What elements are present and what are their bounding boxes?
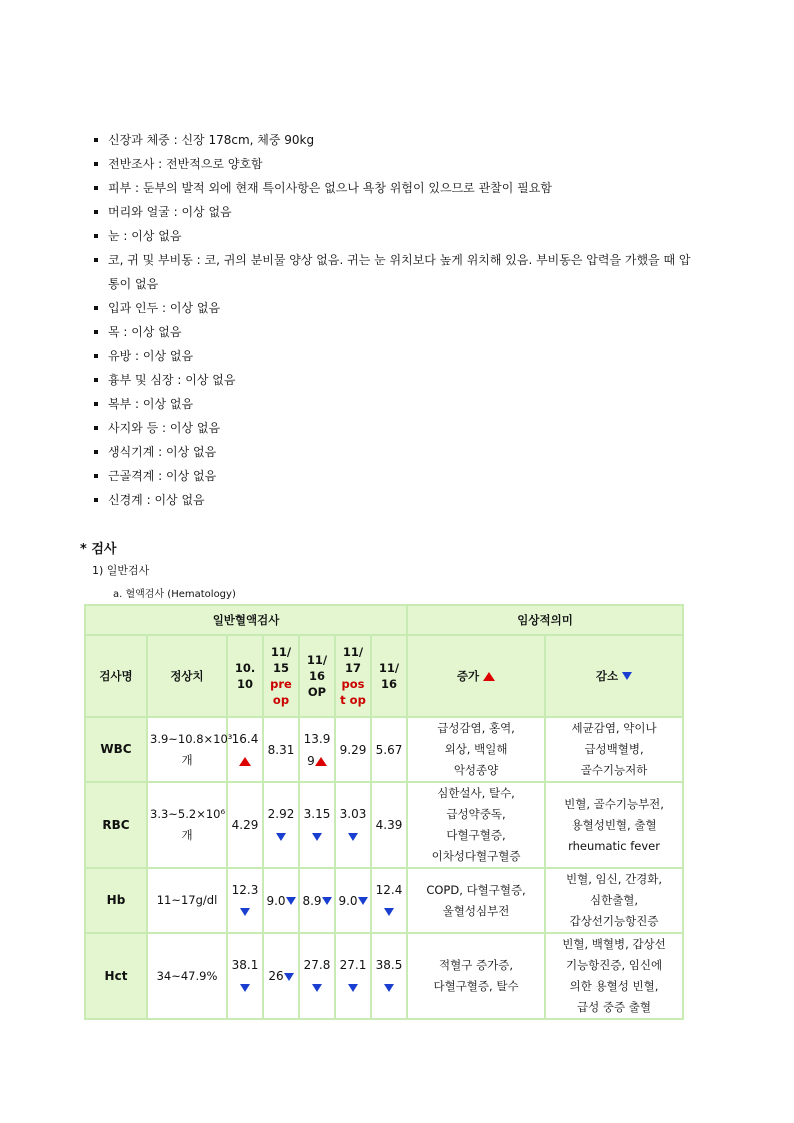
increase-meaning	[407, 868, 545, 933]
decrease-meaning	[545, 782, 683, 868]
meaning-line: 다혈구혈증, 탈수	[433, 979, 519, 993]
normal-range: 3.9~10.8×10³개	[147, 717, 227, 782]
meaning-line: 급성백혈병,	[584, 742, 644, 756]
lab-value: 8.9	[302, 893, 322, 908]
meaning-line: COPD, 다혈구혈증,	[426, 882, 526, 897]
meaning-line: 기능항진증, 임신에	[565, 958, 663, 972]
lab-value: 27.8	[303, 958, 331, 972]
lab-value-cell	[263, 782, 299, 868]
date-note: pre op	[270, 677, 292, 707]
lab-value-cell	[371, 933, 407, 1019]
lab-value-cell	[227, 717, 263, 782]
decrease-flag-icon	[276, 833, 286, 841]
date-note: pos t op	[340, 677, 366, 707]
meaning-line: 골수기능저하	[580, 763, 648, 777]
table-row	[85, 717, 683, 782]
table-row	[85, 933, 683, 1019]
lab-value-cell	[371, 868, 407, 933]
increase-flag-icon	[239, 757, 251, 766]
finding-item: 머리와 얼굴 : 이상 없음	[92, 200, 692, 224]
date-line: 11/	[342, 645, 364, 659]
lab-value: 12.4	[375, 882, 403, 897]
section-title: * 검사	[80, 542, 117, 557]
col-header-date	[227, 635, 263, 717]
test-name: RBC	[85, 782, 147, 868]
lab-value-cell	[335, 717, 371, 782]
meaning-line: 빈혈, 백혈병, 갑상선	[562, 937, 666, 951]
finding-item: 코, 귀 및 부비동 : 코, 귀의 분비물 양상 없음. 귀는 눈 위치보다 높게 위치해 있음. 부비동은 압력을 가했을 때 압통이 없음	[92, 248, 692, 296]
decrease-flag-icon	[322, 897, 332, 905]
finding-item: 피부 : 둔부의 발적 외에 현재 특이사항은 없으나 욕창 위험이 있으므로 관찰이 필요함	[92, 176, 692, 200]
subsection-title: 1) 일반검사	[92, 564, 150, 577]
down-triangle-icon	[622, 672, 632, 680]
date-line: 11/	[270, 645, 292, 659]
meaning-line: 급성약중독,	[446, 807, 506, 821]
meaning-line: rheumatic fever	[568, 838, 660, 853]
meaning-line: 빈혈, 임신, 간경화,	[566, 872, 663, 886]
lab-value: 9.0	[266, 893, 286, 908]
lab-value: 2.92	[267, 807, 295, 821]
lab-value-cell	[263, 717, 299, 782]
decrease-flag-icon	[348, 984, 358, 992]
col-header-date	[263, 635, 299, 717]
decrease-flag-icon	[384, 984, 394, 992]
date-note: OP	[307, 685, 327, 699]
col-header-date	[299, 635, 335, 717]
lab-value: 13.99	[303, 731, 331, 768]
meaning-line: 갑상선기능항진증	[569, 914, 659, 928]
date-line: 17	[344, 661, 361, 675]
meaning-line: 이차성다혈구혈증	[431, 849, 521, 863]
meaning-line: 적혈구 증가증,	[439, 958, 514, 972]
lab-value-cell	[227, 933, 263, 1019]
finding-item: 흉부 및 심장 : 이상 없음	[92, 368, 692, 392]
increase-meaning	[407, 782, 545, 868]
meaning-line: 의한 용혈성 빈혈,	[569, 979, 659, 993]
meaning-line: 울혈성심부전	[442, 903, 510, 918]
meaning-line: 급성 중증 출혈	[577, 1000, 652, 1014]
decrease-flag-icon	[240, 984, 250, 992]
col-header-decrease	[545, 635, 683, 717]
normal-range: 11~17g/dl	[147, 868, 227, 933]
col-header-name: 검사명	[85, 635, 147, 717]
meaning-line: 세균감염, 약이나	[571, 721, 657, 735]
test-name: Hct	[85, 933, 147, 1019]
meaning-line: 악성종양	[453, 763, 499, 777]
meaning-line: 심한설사, 탈수,	[437, 786, 515, 800]
lab-value-cell	[299, 868, 335, 933]
lab-value: 9.0	[338, 893, 358, 908]
lab-value-cell	[335, 868, 371, 933]
decrease-flag-icon	[348, 833, 358, 841]
lab-value: 3.03	[339, 807, 367, 821]
lab-value: 38.1	[231, 958, 259, 972]
finding-item: 근골격계 : 이상 없음	[92, 464, 692, 488]
up-triangle-icon	[483, 672, 495, 681]
finding-item: 유방 : 이상 없음	[92, 344, 692, 368]
lab-value-cell	[335, 782, 371, 868]
lab-value-cell	[299, 717, 335, 782]
col-header-date	[335, 635, 371, 717]
finding-item: 사지와 등 : 이상 없음	[92, 416, 692, 440]
lab-value: 12.3	[231, 882, 259, 897]
date-line: 16	[381, 677, 398, 691]
lab-value-cell	[299, 933, 335, 1019]
lab-value: 38.5	[375, 958, 403, 972]
test-name: Hb	[85, 868, 147, 933]
increase-label: 증가	[456, 668, 480, 683]
physical-exam-list	[92, 128, 692, 512]
date-line: 16	[308, 669, 325, 683]
group-header-meaning: 임상적의미	[407, 605, 683, 635]
date-line: 10.	[234, 661, 256, 675]
finding-item: 신경계 : 이상 없음	[92, 488, 692, 512]
lab-value: 4.39	[375, 818, 403, 832]
finding-item: 목 : 이상 없음	[92, 320, 692, 344]
decrease-label: 감소	[595, 668, 619, 683]
date-line: 11/	[306, 653, 328, 667]
lab-value-cell	[371, 782, 407, 868]
decrease-flag-icon	[312, 984, 322, 992]
increase-flag-icon	[315, 757, 327, 766]
lab-value-cell	[335, 933, 371, 1019]
decrease-meaning	[545, 868, 683, 933]
decrease-flag-icon	[312, 833, 322, 841]
hematology-table	[84, 604, 684, 1020]
sub-subsection-title: a. 혈액검사 (Hematology)	[113, 589, 236, 600]
increase-meaning	[407, 717, 545, 782]
lab-value: 16.4	[231, 731, 259, 746]
lab-value: 9.29	[339, 742, 367, 757]
decrease-flag-icon	[240, 908, 250, 916]
finding-item: 신장과 체중 : 신장 178cm, 체중 90kg	[92, 128, 692, 152]
lab-value: 4.29	[231, 818, 259, 832]
lab-value: 8.31	[267, 742, 295, 757]
date-line: 10	[236, 677, 253, 691]
increase-meaning	[407, 933, 545, 1019]
lab-value: 3.15	[303, 807, 331, 821]
finding-item: 전반조사 : 전반적으로 양호함	[92, 152, 692, 176]
decrease-meaning	[545, 717, 683, 782]
decrease-flag-icon	[284, 973, 294, 981]
col-header-increase	[407, 635, 545, 717]
lab-value-cell	[371, 717, 407, 782]
meaning-line: 외상, 백일해	[444, 742, 508, 756]
col-header-normal: 정상치	[147, 635, 227, 717]
lab-value-cell	[227, 868, 263, 933]
test-name: WBC	[85, 717, 147, 782]
lab-value: 5.67	[375, 742, 403, 757]
decrease-flag-icon	[384, 908, 394, 916]
decrease-flag-icon	[358, 897, 368, 905]
normal-range: 3.3~5.2×10⁶개	[147, 782, 227, 868]
meaning-line: 급성감염, 홍역,	[437, 721, 515, 735]
table-row	[85, 868, 683, 933]
decrease-meaning	[545, 933, 683, 1019]
lab-value-cell	[263, 933, 299, 1019]
lab-value: 26	[268, 969, 284, 983]
meaning-line: 빈혈, 골수기능부전,	[564, 796, 664, 811]
lab-value: 27.1	[339, 958, 367, 972]
meaning-line: 심한출혈,	[589, 893, 639, 907]
date-line: 11/	[378, 661, 400, 675]
lab-value-cell	[299, 782, 335, 868]
lab-value-cell	[227, 782, 263, 868]
finding-item: 눈 : 이상 없음	[92, 224, 692, 248]
finding-item: 입과 인두 : 이상 없음	[92, 296, 692, 320]
finding-item: 복부 : 이상 없음	[92, 392, 692, 416]
decrease-flag-icon	[286, 897, 296, 905]
normal-range: 34~47.9%	[147, 933, 227, 1019]
lab-value-cell	[263, 868, 299, 933]
table-row	[85, 782, 683, 868]
meaning-line: 다혈구혈증,	[446, 828, 506, 842]
finding-item: 생식기계 : 이상 없음	[92, 440, 692, 464]
date-line: 15	[272, 661, 289, 675]
meaning-line: 용혈성빈혈, 출혈	[571, 817, 657, 832]
col-header-date	[371, 635, 407, 717]
group-header-blood: 일반혈액검사	[85, 605, 407, 635]
